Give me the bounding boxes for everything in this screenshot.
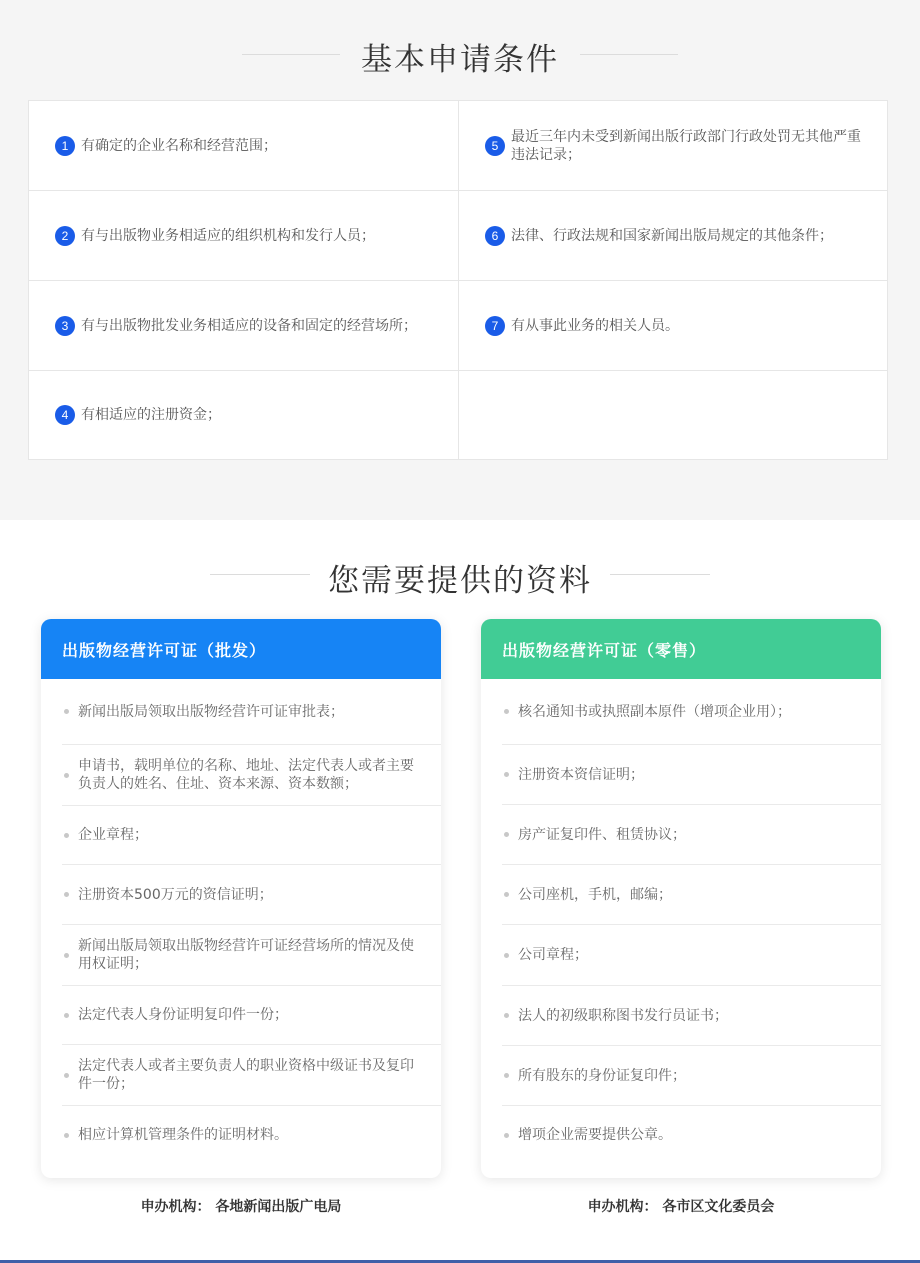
item-text: 法定代表人身份证明复印件一份； (78, 1007, 288, 1023)
number-badge: 3 (55, 316, 75, 336)
list-item (502, 1106, 881, 1164)
bullet-icon (64, 833, 69, 838)
item-text: 公司章程； (518, 947, 588, 963)
condition-item (29, 281, 459, 371)
item-text: 法定代表人或者主要负责人的职业资格中级证书及复印件一份； (78, 1058, 414, 1092)
condition-text: 有从事此业务的相关人员。 (511, 317, 679, 334)
item-text: 新闻出版局领取出版物经营许可证审批表； (78, 703, 344, 720)
list-item (502, 865, 881, 925)
bullet-icon (64, 1073, 69, 1078)
retail-agency: 申办机构： 各市区文化委员会 (587, 1199, 775, 1215)
bullet-icon (64, 953, 69, 958)
condition-text: 有相适应的注册资金； (81, 407, 221, 423)
empty-cell (459, 371, 887, 459)
list-item (502, 986, 881, 1046)
list-item (502, 1046, 881, 1106)
item-text: 企业章程； (78, 827, 148, 843)
bullet-icon (504, 1133, 509, 1138)
retail-card (481, 619, 881, 1178)
number-badge: 5 (485, 136, 505, 156)
list-item (502, 679, 881, 745)
conditions-section (0, 0, 920, 520)
list-item (62, 865, 441, 925)
number-badge: 1 (55, 136, 75, 156)
condition-text: 法律、行政法规和国家新闻出版局规定的其他条件； (511, 227, 833, 244)
condition-text: 有确定的企业名称和经营范围； (81, 137, 277, 154)
list-item (62, 925, 441, 986)
list-item (62, 679, 441, 745)
bullet-icon (504, 1013, 509, 1018)
bullet-icon (64, 892, 69, 897)
list-item (62, 1106, 441, 1164)
item-text: 增项企业需要提供公章。 (518, 1127, 672, 1143)
item-text: 相应计算机管理条件的证明材料。 (78, 1127, 288, 1143)
conditions-title: 基本申请条件 (361, 42, 559, 78)
conditions-grid (28, 100, 888, 460)
condition-text: 有与出版物批发业务相适应的设备和固定的经营场所； (81, 317, 417, 334)
wholesale-card (41, 619, 441, 1178)
item-text: 注册资本资信证明； (518, 766, 644, 783)
bullet-icon (504, 772, 509, 777)
retail-materials-list (481, 679, 881, 1164)
condition-text: 有与出版物业务相适应的组织机构和发行人员； (81, 227, 375, 244)
condition-item (29, 101, 459, 191)
item-text: 申请书，载明单位的名称、地址、法定代表人或者主要负责人的姓名、住址、资本来源、资本数额； (78, 758, 414, 792)
wholesale-materials-list (41, 679, 441, 1164)
title-divider-right (580, 54, 678, 55)
bullet-icon (504, 953, 509, 958)
wholesale-agency: 申办机构： 各地新闻出版广电局 (140, 1199, 342, 1215)
item-text: 公司座机，手机，邮编； (518, 886, 672, 903)
item-text: 注册资本500万元的资信证明； (78, 886, 273, 903)
item-text: 房产证复印件、租赁协议； (518, 826, 686, 843)
wholesale-card-header: 出版物经营许可证（批发） (41, 619, 441, 679)
bullet-icon (64, 1133, 69, 1138)
list-item (62, 986, 441, 1045)
list-item (62, 745, 441, 806)
list-item (502, 805, 881, 865)
list-item (502, 925, 881, 986)
list-item (62, 806, 441, 865)
bullet-icon (504, 709, 509, 714)
retail-card-header: 出版物经营许可证（零售） (481, 619, 881, 679)
item-text: 核名通知书或执照副本原件（增项企业用）； (518, 703, 791, 720)
condition-text: 最近三年内未受到新闻出版行政部门行政处罚无其他严重违法记录； (511, 128, 861, 163)
bullet-icon (64, 773, 69, 778)
bullet-icon (504, 1073, 509, 1078)
materials-title: 您需要提供的资料 (328, 563, 592, 599)
list-item (62, 1045, 441, 1106)
number-badge: 6 (485, 226, 505, 246)
item-text: 所有股东的身份证复印件； (518, 1067, 686, 1084)
number-badge: 7 (485, 316, 505, 336)
item-text: 新闻出版局领取出版物经营许可证经营场所的情况及使用权证明； (78, 938, 414, 972)
number-badge: 2 (55, 226, 75, 246)
title-divider-right (610, 574, 710, 575)
condition-item (459, 101, 887, 191)
condition-item (459, 191, 887, 281)
number-badge: 4 (55, 405, 75, 425)
bullet-icon (64, 1013, 69, 1018)
condition-item (29, 371, 459, 459)
condition-item (29, 191, 459, 281)
bullet-icon (504, 832, 509, 837)
item-text: 法人的初级职称图书发行员证书； (518, 1007, 728, 1024)
bullet-icon (64, 709, 69, 714)
condition-item (459, 281, 887, 371)
list-item (502, 745, 881, 805)
bullet-icon (504, 892, 509, 897)
